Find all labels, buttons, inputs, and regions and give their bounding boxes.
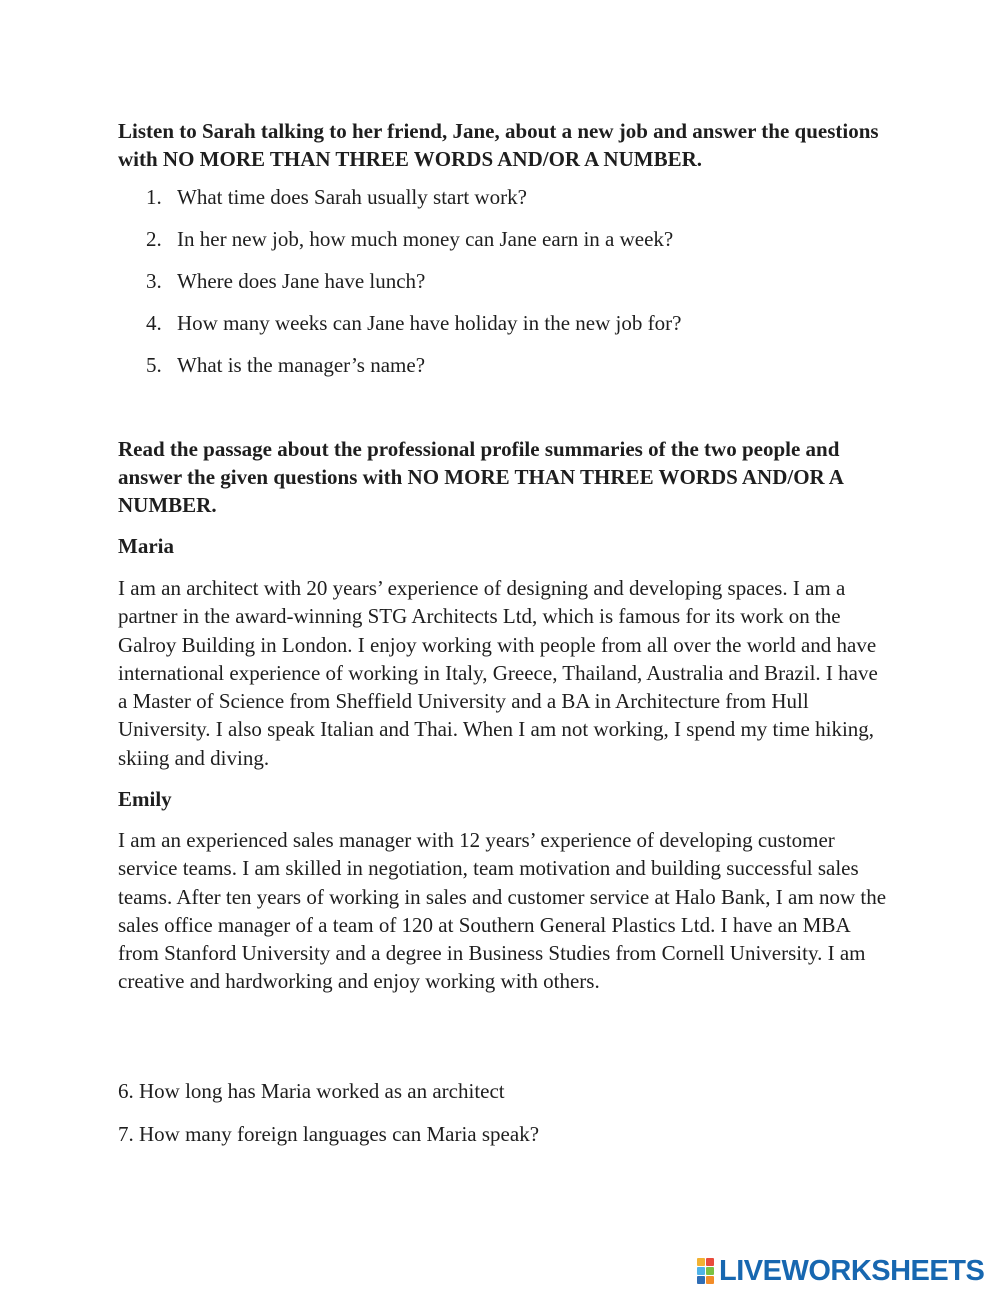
profile-text-emily: I am an experienced sales manager with 12 years’ experience of developing customer service teams. I am skilled in negotiation, team motivation and building successful sales teams. After ten years of working in sales and customer service at Halo Bank, I am now the sales office manager of a team of 120 at Southern General Plastics Ltd. I have an MBA from Stanford University and a degree in Business Studies from Cornell University. I am creative and hardworking and enjoy working with others. [118, 828, 887, 994]
logo-tile [697, 1258, 705, 1266]
list-item [118, 225, 888, 267]
profile-name-maria: Maria [118, 534, 174, 558]
liveworksheets-logo [697, 1253, 984, 1289]
question-number: 3. [146, 269, 162, 293]
logo-tile [697, 1267, 705, 1275]
logo-tile [697, 1276, 705, 1284]
question-number: 4. [146, 311, 162, 335]
liveworksheets-logo-text: LIVEWORKSHEETS [719, 1255, 985, 1287]
question-text: In her new job, how much money can Jane earn in a week? [177, 227, 674, 251]
question-text: Where does Jane have lunch? [177, 269, 426, 293]
list-item [118, 267, 888, 309]
question-text: What time does Sarah usually start work? [177, 185, 527, 209]
logo-tile [706, 1267, 714, 1275]
profile-text-maria: I am an architect with 20 years’ experience of designing and developing spaces. I am a partner in the award-winning STG Architects Ltd, which is famous for its work on the Galroy Building in London. I enjoy working with people from all over the world and have international experience of working in Italy, Greece, Thailand, Australia and Brazil. I have a Master of Science from Sheffield University and a BA in Architecture from Hull University. I also speak Italian and Thai. When I am not working, I spend my time hiking, skiing and diving. [118, 576, 878, 770]
question-text: What is the manager’s name? [177, 353, 426, 377]
logo-tile [706, 1258, 714, 1266]
list-item [118, 309, 888, 351]
question-number: 5. [146, 353, 162, 377]
question-number: 1. [146, 185, 162, 209]
question-number: 2. [146, 227, 162, 251]
list-item [118, 351, 888, 393]
listening-instruction: Listen to Sarah talking to her friend, Jane, about a new job and answer the questions with NO MORE THAN THREE WORDS AND/OR A NUMBER. [118, 119, 879, 171]
profile-name-emily: Emily [118, 787, 172, 811]
liveworksheets-logo-icon [697, 1258, 715, 1284]
reading-question-7: 7. How many foreign languages can Maria speak? [118, 1122, 540, 1146]
reading-question-6: 6. How long has Maria worked as an architect [118, 1079, 505, 1103]
list-item [118, 183, 888, 225]
question-text: How many weeks can Jane have holiday in the new job for? [177, 311, 682, 335]
reading-instruction: Read the passage about the professional profile summaries of the two people and answer the given questions with NO MORE THAN THREE WORDS AND/OR A NUMBER. [118, 437, 843, 517]
logo-tile [706, 1276, 714, 1284]
listening-question-list [118, 183, 888, 393]
